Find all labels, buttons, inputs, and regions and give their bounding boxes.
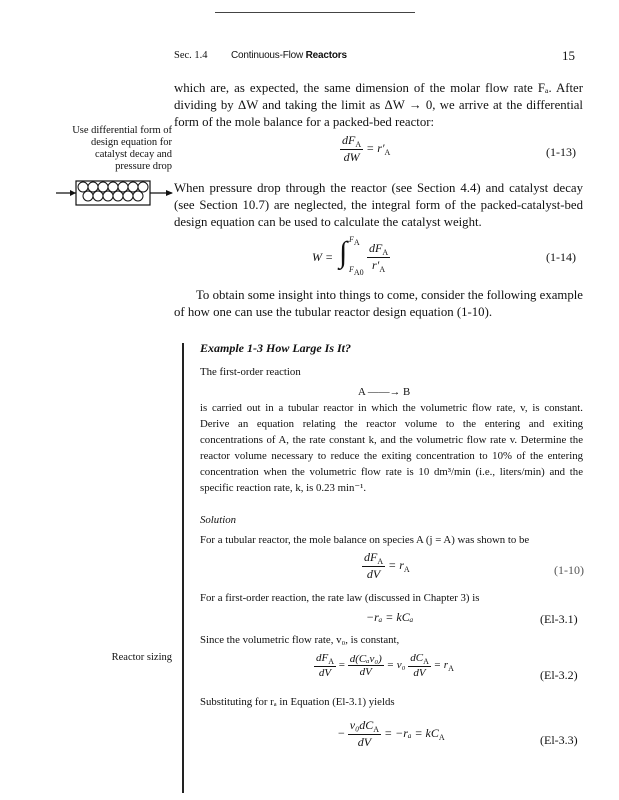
section-number: Sec. 1.4 (174, 50, 208, 61)
header-rule (215, 12, 415, 13)
equation-number-el-3-2: (El-3.2) (540, 668, 578, 682)
section-title-prefix: Continuous-Flow (231, 50, 304, 61)
paragraph-integral-form: When pressure drop through the reactor (see Section 4.4) and catalyst decay (see Section 10.7) are neglected, the integral form of the packed-catalyst-bed design equation can be used to calculate the catalyst weight. (174, 181, 583, 229)
solution-label: Solution (200, 514, 236, 526)
example-sidebar-rule (182, 343, 184, 793)
margin-note-differential: Use differential form of design equation for catalyst decay and pressure drop (72, 125, 172, 172)
section-title-bold: Reactors (305, 50, 347, 61)
solution-substitution-text: Substituting for rₐ in Equation (El-3.1) yields (200, 696, 395, 708)
example-title: Example 1-3 How Large Is It? (200, 341, 352, 355)
solution-mole-balance-text: For a tubular reactor, the mole balance on species A (j = A) was shown to be (200, 534, 530, 546)
equation-el-3-3: − $\frac{v_0dC_A}{dV}$ = $-r_a = kC_A$ (338, 718, 445, 749)
section-title (231, 50, 347, 61)
equation-number-el-3-1: (El-3.1) (540, 612, 578, 626)
equation-number-1-10: (1-10) (554, 563, 584, 577)
page-number: 15 (562, 48, 575, 63)
equation-el-3-2: $\frac{dF_A}{dV}$ = $\frac{\text{d(Cₐv₀)}}{dV}$ = v₀ $\frac{dC_A}{dV}$ = $r_A$ (316, 652, 454, 679)
solution-rate-law-text: For a first-order reaction, the rate law (discussed in Chapter 3) is (200, 592, 480, 604)
packed-bed-reactor-diagram (56, 176, 174, 210)
equation-1-14: W = ∫ FA FA0 $dF_A$ $r'_A$ (312, 235, 389, 277)
solution-constant-flow-text: Since the volumetric flow rate, v₀, is constant, (200, 634, 400, 646)
margin-note-reactor-sizing: Reactor sizing (111, 652, 172, 663)
equation-el-3-1: −rₐ = kCₐ (366, 610, 414, 624)
example-problem-statement: is carried out in a tubular reactor in which the volumetric flow rate, v, is constant. Derive an equation relating the reactor volume to the entering and exiting concentrations of A, the rate constant k, and the volumetric flow rate v. Determine the reactor volume necessary to reduce the exiting concentration to 10% of the entering concentration when the volumetric flow rate is 10 dm³/min (i.e., liters/min) and the specific reaction rate, k, is 0.23 min⁻¹. (200, 402, 583, 494)
reaction-equation: A ——→ B (358, 386, 411, 398)
example-intro: The first-order reaction (200, 366, 301, 378)
outlet-arrowhead (166, 190, 173, 196)
equation-1-13: $\frac{dF_A}{dW}$ = $r'_A$ (342, 133, 391, 164)
catalyst-pellets (78, 182, 148, 201)
inlet-arrowhead (70, 190, 76, 196)
paragraph-molar-flow: which are, as expected, the same dimension of the molar flow rate Fₐ. After dividing by ΔW and taking the limit as ΔW → 0, we arrive at the differential form of the mole balance for a packed-bed reactor: (174, 81, 583, 129)
integral-sign: ∫ (339, 236, 348, 269)
equation-1-10: $\frac{dF_A}{dV}$ = $r_A$ (364, 550, 410, 581)
equation-number-el-3-3: (El-3.3) (540, 733, 578, 747)
equation-number-1-13: (1-13) (546, 145, 576, 159)
paragraph-example-intro: To obtain some insight into things to come, consider the following example of how one can use the tubular reactor design equation (1-10). (174, 288, 583, 319)
equation-number-1-14: (1-14) (546, 250, 576, 264)
